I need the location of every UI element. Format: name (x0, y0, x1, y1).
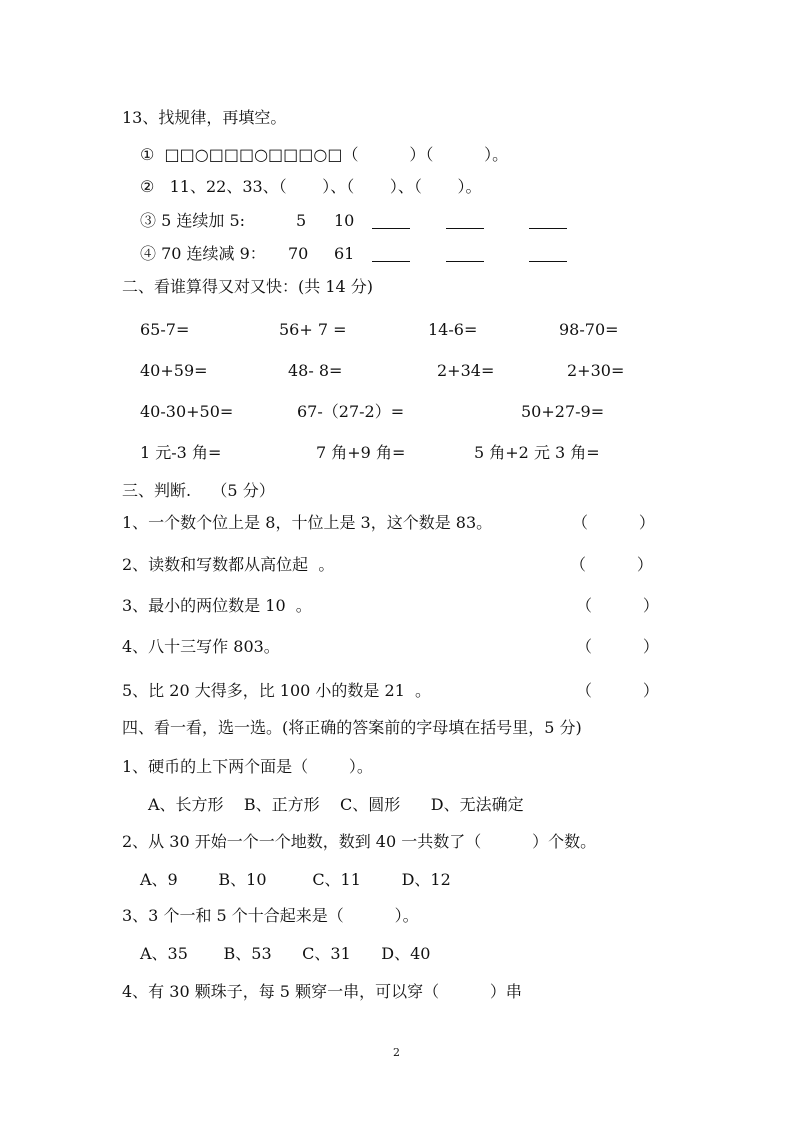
q13-item-3-label: ③ 5 连续加 5: (140, 211, 246, 230)
judgment-item: 4、八十三写作 803。 (122, 637, 280, 656)
choice-question: 2、从 30 开始一个一个地数，数到 40 一共数了（ ）个数。 (122, 832, 597, 851)
calc-expression: 65-7= (140, 320, 190, 339)
calc-expression: 2+30= (567, 361, 625, 380)
section-4-title: 四、看一看，选一选。(将正确的答案前的字母填在括号里，5 分) (122, 718, 582, 737)
judgment-item: 5、比 20 大得多，比 100 小的数是 21 。 (122, 681, 432, 700)
fill-blank[interactable] (446, 228, 484, 229)
calc-expression: 14-6= (428, 320, 478, 339)
section-2-title: 二、看谁算得又对又快：(共 14 分) (122, 277, 374, 296)
calc-expression: 48- 8= (288, 361, 343, 380)
fill-blank[interactable] (529, 228, 567, 229)
choice-options: A、9 B、10 C、11 D、12 (140, 870, 451, 889)
calc-expression: 40-30+50= (140, 402, 234, 421)
q13-item-3-value: 5 (296, 211, 307, 230)
choice-options: A、长方形 B、正方形 C、圆形 D、无法确定 (148, 795, 524, 814)
q13-item-4-value: 70 (288, 244, 309, 263)
judgment-item: 1、一个数个位上是 8，十位上是 3，这个数是 83。 (122, 513, 493, 532)
calc-expression: 50+27-9= (521, 402, 605, 421)
section-3-title: 三、判断. （5 分） (122, 481, 275, 500)
fill-blank[interactable] (446, 261, 484, 262)
q13-item-2: ② 11、22、33、（ ）、（ ）、（ ）。 (140, 177, 482, 196)
calc-expression: 2+34= (437, 361, 495, 380)
calc-expression: 67-（27-2）= (297, 402, 405, 421)
q13-item-3-value: 10 (334, 211, 355, 230)
calc-expression: 40+59= (140, 361, 208, 380)
answer-bracket[interactable]: （ ） (570, 555, 653, 574)
q13-title: 13、找规律，再填空。 (122, 108, 287, 127)
choice-question: 4、有 30 颗珠子，每 5 颗穿一串，可以穿（ ）串 (122, 982, 522, 1001)
page-number: 2 (393, 1046, 400, 1059)
choice-options: A、35 B、53 C、31 D、40 (140, 944, 431, 963)
calc-expression: 5 角+2 元 3 角= (474, 443, 600, 462)
choice-question: 1、硬币的上下两个面是（ ）。 (122, 757, 373, 776)
q13-item-4-value: 61 (334, 244, 355, 263)
calc-expression: 56+ 7 = (279, 320, 347, 339)
answer-bracket[interactable]: （ ） (576, 681, 659, 700)
judgment-item: 2、读数和写数都从高位起 。 (122, 555, 335, 574)
fill-blank[interactable] (529, 261, 567, 262)
judgment-item: 3、最小的两位数是 10 。 (122, 596, 312, 615)
answer-bracket[interactable]: （ ） (572, 513, 655, 532)
fill-blank[interactable] (372, 261, 410, 262)
answer-bracket[interactable]: （ ） (576, 596, 659, 615)
calc-expression: 98-70= (559, 320, 619, 339)
calc-expression: 1 元-3 角= (140, 443, 222, 462)
fill-blank[interactable] (372, 228, 410, 229)
q13-item-1: ① □□○□□□○□□□○□（ ）（ ）。 (140, 145, 509, 164)
q13-item-4-label: ④ 70 连续减 9： (140, 244, 266, 263)
answer-bracket[interactable]: （ ） (576, 637, 659, 656)
calc-expression: 7 角+9 角= (316, 443, 406, 462)
choice-question: 3、3 个一和 5 个十合起来是（ ）。 (122, 906, 419, 925)
